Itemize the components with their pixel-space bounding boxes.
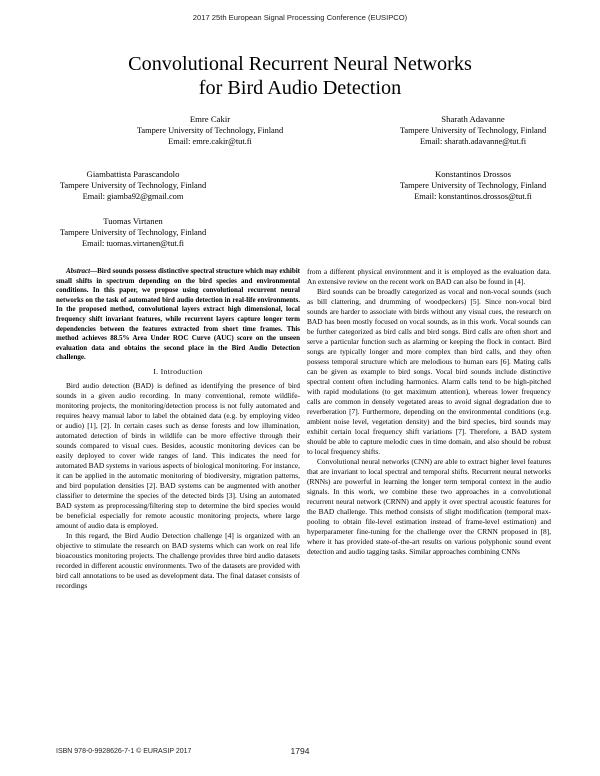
author-block-4 <box>348 169 598 203</box>
author-block-2 <box>348 114 598 148</box>
intro-paragraph: In this regard, the Bird Audio Detection challenge [4] is organized with an objective to stimulate the research on BAD systems which can work on real life bioacoustics monitoring projects. The challenge provides three bird audio datasets recorded in different acoustic environments. Two of the datasets are provided with bird call annotations to be used as development data. The final dataset consists of recordings <box>56 530 300 590</box>
body-paragraph: Bird sounds can be broadly categorized as vocal and non-vocal sounds (such as bill clattering, and drumming of woodpeckers) [5]. Since non-vocal bird sounds are harder to associate with birds without any visual cues, the research on BAD has been mostly focused on vocal sounds, as in this work. Vocal sounds can be further categorized as bird calls and bird songs. Bird calls are often short and serve a particular function such as alarming or keeping the flock in contact. Bird songs are typically longer and more complex than bird calls, and they often possess temporal structure which are melodious to human ears [6]. Mating calls can be given as example to bird songs. Vocal bird sounds include distinctive spectral content often including harmonics. Alarm calls tend to be high-pitched with rapid modulations (to get maximum attention), whereas lower frequency calls are common in densely vegetated areas to avoid signal degradation due to reverberation [7]. Furthermore, depending on the environmental conditions (e.g. ambient noise level, vegetation density) and the bird species, bird sounds may exhibit certain local frequency shift variations [7]. Therefore, a BAD system should be able to capture melodic cues in time domain, and also should be robust to local frequency shifts. <box>307 287 551 456</box>
abstract <box>56 267 300 363</box>
author-email: Email: sharath.adavanne@tut.fi <box>419 137 527 147</box>
author-email: Email: konstantinos.drossos@tut.fi <box>414 192 532 202</box>
footer-isbn: ISBN 978-0-9928626-7-1 © EURASIP 2017 <box>56 748 192 755</box>
intro-paragraph: Bird audio detection (BAD) is defined as identifying the presence of bird sounds in a given audio recording. In many conventional, remote wildlife-monitoring projects, the monitoring/detection process is not fully automated and requires heavy manual labor to label the obtained data (e.g. by employing video or audio) [1], [2]. In certain cases such as dense forests and low illumination, automated detection of birds in wildlife can be more effective through their sounds compared to visual cues. Besides, acoustic monitoring devices can be easily deployed to cover wide ranges of land. This indicates the need for automated BAD systems in various aspects of biological monitoring. For instance, it can be applied in the automatic monitoring of biodiversity, migration patterns, and bird population densities [2]. BAD systems can be augmented with another classifier to determine the species of the detected birds [3]. Using an automated BAD system as preprocessing/filtering step to determine the bird species would be beneficial especially for remote acoustic monitoring projects, where large amount of audio data is employed. <box>56 380 300 530</box>
left-column <box>56 267 300 591</box>
author-email: Email: emre.cakir@tut.fi <box>168 137 252 147</box>
author-email: Email: tuomas.virtanen@tut.fi <box>82 239 184 249</box>
author-block-5 <box>8 216 258 250</box>
body-paragraph: from a different physical environment and it is employed as the evaluation data. An extensive review on the recent work on BAD can also be found in [4]. <box>307 267 551 286</box>
page-number: 1794 <box>290 746 310 756</box>
author-affiliation: Tampere University of Technology, Finland <box>136 126 284 136</box>
author-name: Giambattista Parascandolo <box>86 169 180 179</box>
author-name: Emre Cakir <box>189 114 231 124</box>
title-line-2: for Bird Audio Detection <box>198 77 402 99</box>
author-block-1 <box>85 114 335 148</box>
author-email: Email: giamba92@gmail.com <box>82 192 184 202</box>
abstract-text: —Bird sounds possess distinctive spectral structure which may exhibit small shifts in spectrum depending on the bird species and environmental conditions. In this paper, we propose using convolutional recurrent neural networks on the task of automated bird audio detection in real-life environments. In the proposed method, convolutional layers extract high dimensional, local frequency shift invariant features, while recurrent layers capture longer term dependencies between the features extracted from short time frames. This method achieves 88.5% Area Under ROC Curve (AUC) score on the unseen evaluation data and obtains the second place in the Bird Audio Detection challenge. <box>56 267 301 362</box>
author-affiliation: Tampere University of Technology, Finland <box>59 228 207 238</box>
paper-title <box>0 52 600 100</box>
right-column <box>307 267 551 557</box>
author-affiliation: Tampere University of Technology, Finland <box>399 126 547 136</box>
conference-header: 2017 25th European Signal Processing Conference (EUSIPCO) <box>192 13 408 22</box>
author-name: Konstantinos Drossos <box>434 169 512 179</box>
section-heading-introduction: I. Introduction <box>153 366 203 376</box>
author-block-3 <box>8 169 258 203</box>
title-line-1: Convolutional Recurrent Neural Networks <box>128 53 472 75</box>
author-affiliation: Tampere University of Technology, Finland <box>399 181 547 191</box>
author-affiliation: Tampere University of Technology, Finland <box>59 181 207 191</box>
body-paragraph: Convolutional neural networks (CNN) are able to extract higher level features that are invariant to local spectral and temporal shifts. Recurrent neural networks (RNNs) are powerful in learning the longer term temporal context in the audio signals. In this work, we combine these two approaches in a convolutional recurrent neural network (CRNN) and apply it over spectral acoustic features for the BAD challenge. This method consists of slight modification (temporal max-pooling to obtain file-level estimation instead of frame-level estimation) and hyperparameter fine-tuning for the challenge over the CRNN proposed in [8], where it has provided state-of-the-art results on various polyphonic sound event detection and audio tagging tasks. Similar approaches combining CNNs <box>307 457 551 556</box>
author-name: Tuomas Virtanen <box>103 216 163 226</box>
author-name: Sharath Adavanne <box>441 114 505 124</box>
abstract-label: Abstract <box>66 267 91 275</box>
